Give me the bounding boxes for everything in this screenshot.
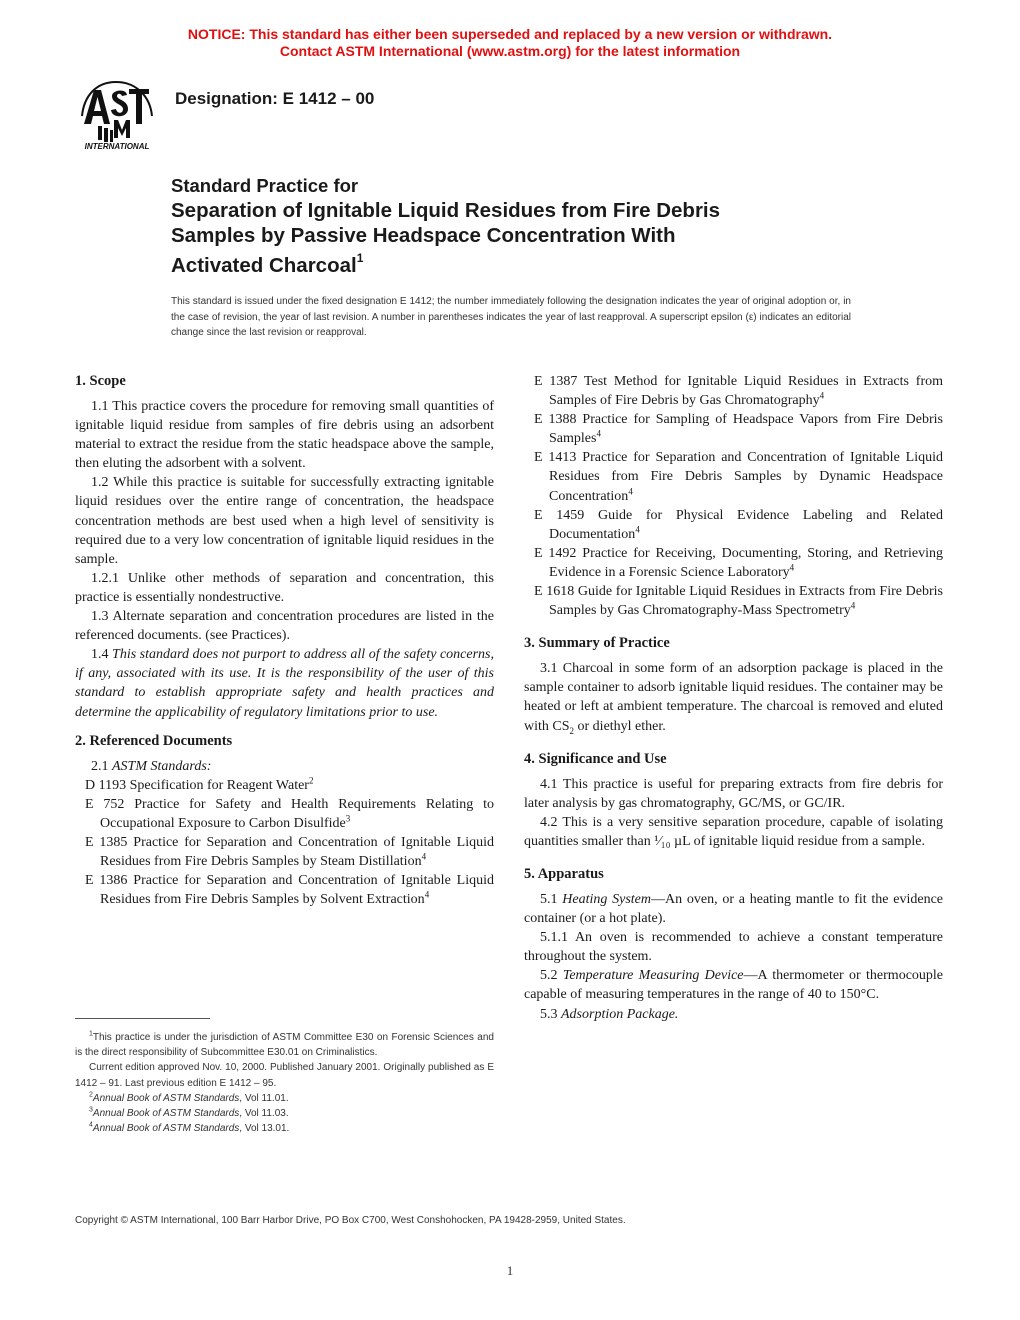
ref-e1387: E 1387 Test Method for Ignitable Liquid Residues in Extracts from Samples of Fire Debris by Gas Chromatography$^4$ [534,374,943,409]
para-5-3: 5.3 Adsorption Package. [540,1006,679,1022]
ref-e1618: E 1618 Guide for Ignitable Liquid Residues in Extracts from Fire Debris Samples by Gas Chromatography-Mass Spectrometry$^4$ [534,584,943,619]
section-5-heading: 5. Apparatus [524,865,604,882]
ref-e752: E 752 Practice for Safety and Health Requirements Relating to Occupational Exposure to Carbon Disulfide$^3$ [85,796,494,831]
title-line-1: Separation of Ignitable Liquid Residues from Fire Debris [171,199,721,222]
left-column [75,372,494,909]
svg-text:INTERNATIONAL: INTERNATIONAL [84,142,150,151]
footnote-divider [75,1018,210,1019]
page-number: 1 [506,1263,514,1278]
title-prefix: Standard Practice for [171,175,359,196]
footnote-1: $^1$This practice is under the jurisdiction of ASTM Committee E30 on Forensic Sciences and is the direct responsibility of Subcommittee E30.01 on Criminalistics. [75,1030,494,1059]
para-1-2-1: 1.2.1 Unlike other methods of separation and concentration, this practice is essentially nondestructive. [75,570,494,605]
para-2-1: 2.1 ASTM Standards: [91,758,212,774]
copyright: Copyright © ASTM International, 100 Barr Harbor Drive, PO Box C700, West Conshohocken, PA 19428-2959, United States. [75,1215,626,1226]
ref-e1413: E 1413 Practice for Separation and Concentration of Ignitable Liquid Residues from Fire Debris Samples by Dynamic Headspace Concentration$^4$ [534,450,943,504]
astm-logo-mark [74,76,160,152]
issued-note: This standard is issued under the fixed designation E 1412; the number immediately following the designation indicates the year of original adoption or, in the case of revision, the year of last revision. A number in parentheses indicates the year of last reapproval. A superscript epsilon (ε) indicates an editorial change since the last revision or reapproval. [171,296,851,338]
para-1-1: 1.1 This practice covers the procedure for removing small quantities of ignitable liquid residue from samples of fire debris using an adsorbent material to extract the residue from the static headspace above the sample, then eluting the adsorbent with a solvent. [75,399,494,472]
para-1-2: 1.2 While this practice is suitable for successfully extracting ignitable liquid residues over the entire range of concentration, the headspace concentration methods are best used when a high level of sensitivity is required due to a very low concentration of ignitable liquid residues in the sample. [75,475,494,567]
para-5-1: 5.1 Heating System—An oven, or a heating mantle to fit the evidence container (or a hot plate). [524,891,944,927]
para-5-1-1: 5.1.1 An oven is recommended to achieve a constant temperature throughout the system. [524,930,943,965]
para-5-2: 5.2 Temperature Measuring Device—A thermometer or thermocouple capable of measuring temperatures in the range of 40 to 150°C. [524,968,944,1003]
section-4-heading: 4. Significance and Use [524,750,667,767]
footnote-2: $^2$Annual Book of ASTM Standards, Vol 11.01. [89,1091,289,1104]
ref-e1459: E 1459 Guide for Physical Evidence Labeling and Related Documentation$^4$ [534,507,943,542]
title-footnote-ref: 1 [356,251,364,265]
para-1-4: 1.4 This standard does not purport to address all of the safety concerns, if any, associated with its use. It is the responsibility of the user of this standard to establish appropriate safety and health practices and determine the applicability of regulatory limitations prior to use. [75,647,494,720]
right-column [524,372,943,1024]
footnote-1-edition: Current edition approved Nov. 10, 2000. Published January 2001. Originally published as E 1412 – 91. Last previous edition E 1412 – 95. [75,1062,494,1089]
para-3-1: 3.1 Charcoal in some form of an adsorption package is placed in the sample container to adsorb ignitable liquid residues. The container may be heated or left at ambient temperature. The charcoal is removed and eluted with $CS_2$ or diethyl ether. [524,661,943,736]
footnote-4: $^4$Annual Book of ASTM Standards, Vol 13.01. [89,1121,290,1135]
notice-line-2: Contact ASTM International (www.astm.org) for the latest information [279,43,741,59]
withdrawn-notice [0,26,1020,60]
ref-e1492: E 1492 Practice for Receiving, Documenting, Storing, and Retrieving Evidence in a Forensic Science Laboratory$^4$ [534,545,943,580]
title-line-2: Samples by Passive Headspace Concentration With [171,224,676,247]
section-2-heading: 2. Referenced Documents [75,732,233,749]
document-title [171,174,871,278]
section-3-heading: 3. Summary of Practice [524,635,670,652]
ref-e1386: E 1386 Practice for Separation and Concentration of Ignitable Liquid Residues from Fire Debris Samples by Solvent Extraction$^4$ [85,873,494,908]
designation: Designation: E 1412 – 00 [175,89,375,108]
astm-logo [74,76,160,152]
para-4-1: 4.1 This practice is useful for preparing extracts from fire debris for later analysis by gas chromatography, GC/MS, or GC/IR. [524,776,943,811]
ref-d1193: D 1193 Specification for Reagent Water$^2$ [85,775,314,793]
section-1-heading: 1. Scope [75,373,126,389]
footnotes [75,1030,494,1136]
para-4-2: 4.2 This is a very sensitive separation procedure, capable of isolating quantities smaller than ¹⁄₁₀ µL of ignitable liquid residue from a sample. [524,814,943,849]
footnote-3: $^3$Annual Book of ASTM Standards, Vol 11.03. [89,1106,289,1120]
title-line-3: Activated Charcoal$^1$ [171,251,364,277]
para-1-3: 1.3 Alternate separation and concentration procedures are listed in the referenced documents. (see Practices). [75,609,494,644]
ref-e1385: E 1385 Practice for Separation and Concentration of Ignitable Liquid Residues from Fire Debris Samples by Steam Distillation$^4$ [85,834,494,870]
ref-e1388: E 1388 Practice for Sampling of Headspace Vapors from Fire Debris Samples$^4$ [534,412,943,447]
notice-line-1: NOTICE: This standard has either been superseded and replaced by a new version or withdrawn. [187,26,833,42]
